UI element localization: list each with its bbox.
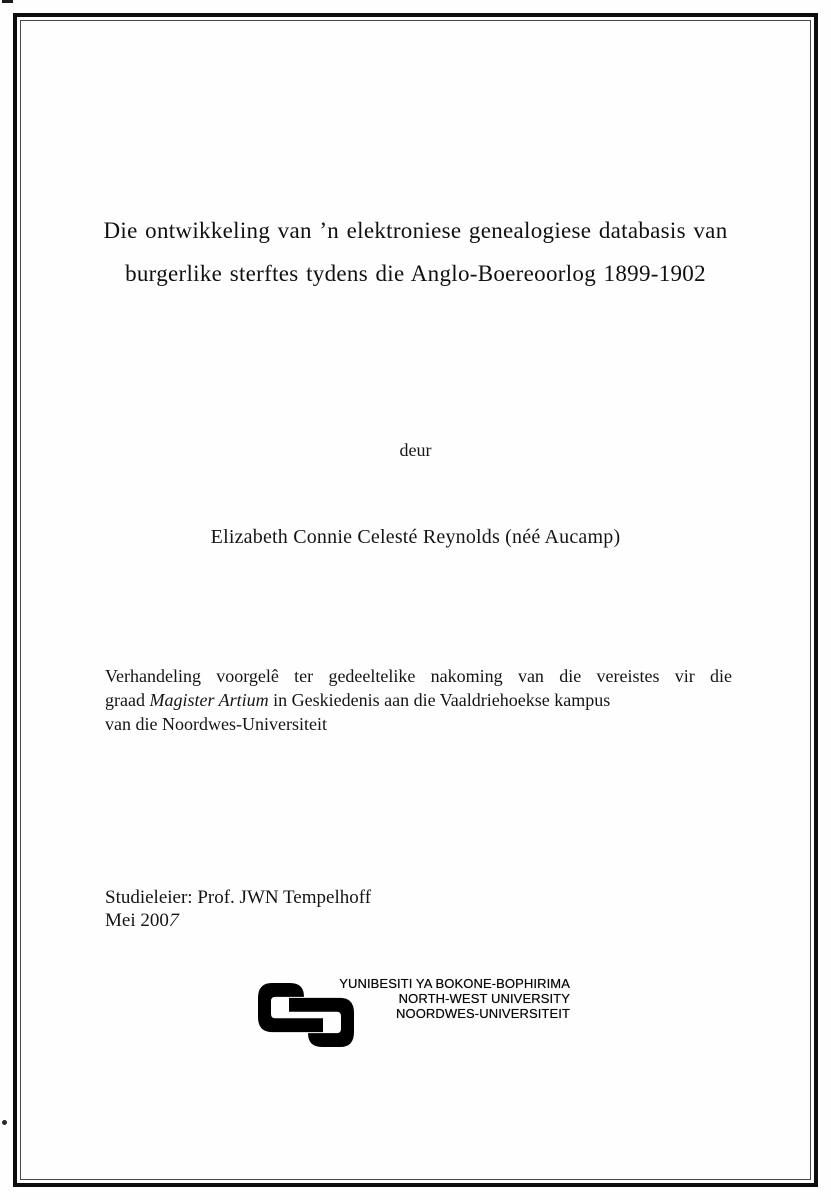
author-name: Elizabeth Connie Celesté Reynolds (néé Aucamp)	[210, 526, 621, 548]
degree-name-italic: Magister Artium	[149, 690, 269, 710]
date-prefix: Mei 200	[105, 910, 169, 931]
supervisor-line: Studieleier: Prof. JWN Tempelhoff	[105, 887, 372, 908]
byline-deur: deur	[399, 440, 432, 460]
nwu-wordmark	[339, 976, 570, 1021]
scan-speck	[2, 0, 13, 3]
nwu-wordmark-line-3: NOORDWES-UNIVERSITEIT	[396, 1006, 570, 1021]
date-line	[105, 909, 371, 932]
date-last-digit: 7	[166, 910, 181, 931]
degree-statement-line-2	[105, 688, 732, 712]
nwu-wordmark-line-1: YUNIBESITI YA BOKONE-BOPHIRIMA	[339, 976, 570, 991]
supervisor-block	[105, 886, 371, 932]
degree-statement-line-1: Verhandeling voorgelê ter gedeeltelike nakoming van die vereistes vir die	[105, 666, 732, 686]
degree-statement-line-2-post: in Geskiedenis aan die Vaaldriehoekse kampus	[268, 690, 611, 710]
degree-statement-line-3: van die Noordwes-Universiteit	[105, 714, 327, 734]
nwu-wordmark-line-2: NORTH-WEST UNIVERSITY	[398, 991, 570, 1006]
degree-statement	[105, 664, 732, 736]
thesis-title-line-1: Die ontwikkeling van ’n elektroniese genealogiese databasis van	[103, 218, 728, 243]
degree-statement-line-2-pre: graad	[105, 690, 150, 710]
scan-speck	[2, 1120, 7, 1125]
thesis-title-line-2: burgerlike sterftes tydens die Anglo-Boereoorlog 1899-1902	[125, 261, 706, 286]
